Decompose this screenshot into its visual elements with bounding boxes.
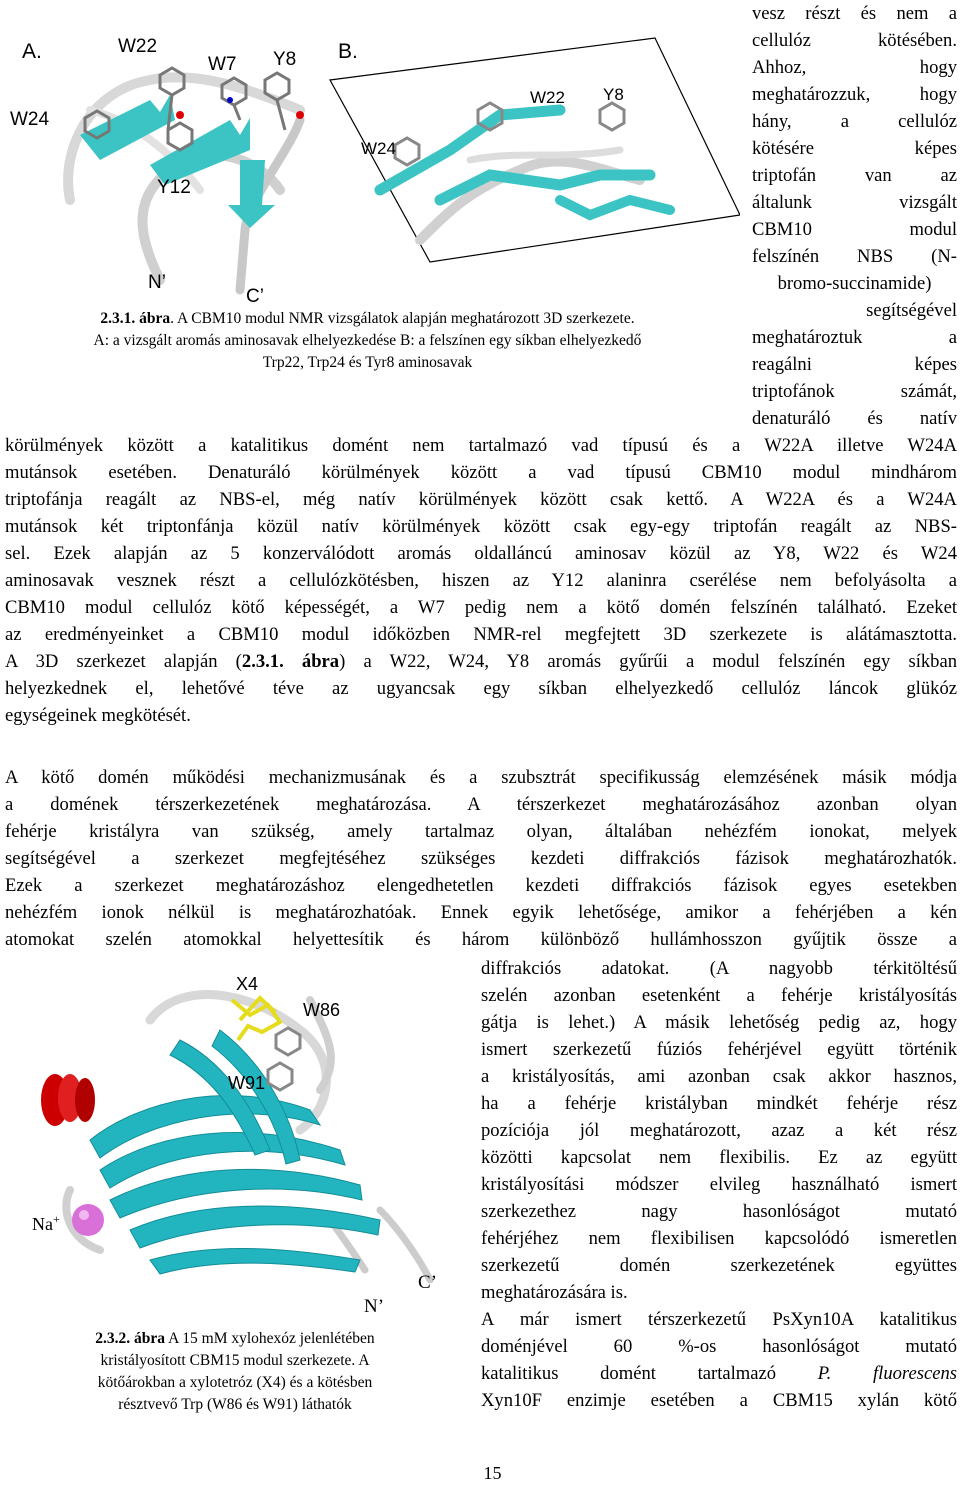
protein-structure-cbm10	[0, 0, 740, 330]
figure-2-3-2-caption: 2.3.2. ábra A 15 mM xylohexóz jelenlétében kristályosított CBM15 modul szerkezete. A kötőárokban a xylotetróz (X4) és a kötésben résztvevő Trp (W86 és W91) láthatók	[95, 1330, 375, 1413]
rc2-line: a kristályosítás, ami azonban csak akkor hasznos,	[481, 1066, 957, 1087]
p1-line: sel. Ezek alapján az 5 konzerválódott aromás oldalláncú aminosav közül az Y8, W22 és W24	[5, 543, 957, 564]
rc-line: CBM10 modul	[752, 219, 957, 240]
figure-reference: 2.3.1. ábra	[241, 651, 340, 672]
rc3-line: katalitikus domént tartalmazó P. fluorescens	[481, 1363, 957, 1384]
label-y12: Y12	[157, 177, 191, 198]
label-w7: W7	[208, 54, 237, 75]
rc2-line: szerkezethez nagy hasonlóságot mutató	[481, 1201, 957, 1222]
rc2-line: ismert szerkezetű fúziós fehérjével együtt történik	[481, 1039, 957, 1060]
label-c-terminus: C’	[246, 286, 264, 307]
label-n-terminus: N’	[148, 272, 166, 293]
label-w86: W86	[303, 1000, 341, 1020]
label-w24: W24	[10, 109, 50, 130]
rc-line: bromo-succinamide)	[777, 273, 932, 294]
right-column-text-2	[481, 955, 957, 1414]
label-b-w22: W22	[530, 88, 565, 107]
protein-structure-cbm15	[0, 960, 470, 1320]
rc-line: triptofán van az	[752, 165, 957, 186]
p1-line: mutánsok két triptonfánja közül natív körülmények között csak egy-egy triptofán reagált az NBS-	[5, 516, 957, 537]
rc-line: cellulóz kötésében.	[752, 30, 957, 51]
caption-number-2: 2.3.2. ábra	[95, 1330, 166, 1347]
label-c-terminus-2: C’	[418, 1272, 437, 1293]
figure-2-3-2	[0, 960, 470, 1420]
panel-b-label: B.	[338, 40, 358, 63]
rc2-line: ha a fehérje kristályban mindkét fehérje rész	[481, 1093, 957, 1114]
label-x4: X4	[236, 974, 259, 994]
label-w91: W91	[228, 1073, 266, 1093]
rc-line: általunk vizsgált	[752, 192, 957, 213]
label-w22: W22	[118, 36, 158, 57]
rc-line: reagálni képes	[752, 354, 957, 375]
paragraph-2	[5, 764, 957, 953]
p2-line: nehézfém ionok nélkül is meghatározhatóak. Ennek egyik lehetősége, amikor a fehérjében a kén	[5, 902, 957, 923]
p1-line: A 3D szerkezet alapján (2.3.1. ábra) a W22, W24, Y8 aromás gyűrűi a modul felszínén egy síkban	[5, 651, 958, 672]
panel-a-label: A.	[22, 40, 42, 63]
rc-line: segítségével	[866, 300, 957, 321]
caption-number: 2.3.1. ábra	[100, 310, 171, 327]
label-y8: Y8	[273, 49, 297, 70]
p1-line: az eredményeinket a CBM10 modul időközben NMR-rel megfejtett 3D szerkezete is alátámasztotta.	[5, 624, 957, 645]
p1-line: helyezkednek el, lehetővé téve az ugyancsak egy síkban elhelyezkedő cellulóz láncok glükóz	[5, 678, 957, 699]
rc-line: meghatároztuk a	[752, 327, 957, 348]
rc-line: hány, a cellulóz	[752, 111, 957, 132]
rc2-line: szelén azonban esetenként a fehérje kristályosítás	[481, 985, 957, 1006]
label-b-w24: W24	[361, 139, 396, 158]
p1-line: aminosavak vesznek részt a cellulózkötésben, hiszen az Y12 alaninra cserélése nem befolyásolta a	[5, 570, 957, 591]
rc2-line: meghatározására is.	[481, 1282, 628, 1303]
rc2-line: gátja is lehet.) A másik lehetőség pedig az, hogy	[481, 1012, 957, 1033]
rc2-line: kristályosítási módszer elvileg használható ismert	[481, 1174, 957, 1195]
p2-line: segítségével a szerkezet megfejtéséhez szükséges kezdeti diffrakciós fázisok meghatározhatók.	[5, 848, 957, 869]
p1-line: mutánsok esetében. Denaturáló körülmények között a vad típusú CBM10 modul mindhárom	[5, 462, 957, 483]
rc2-line: diffrakciós adatokat. (A nagyobb térkitöltésű	[481, 958, 957, 979]
rc3-line: A már ismert térszerkezetű PsXyn10A katalitikus	[481, 1309, 957, 1330]
page-number: 15	[483, 1463, 502, 1483]
p2-line: Ezek a szerkezet meghatározáshoz elengedhetetlen kezdeti diffrakciós fázisok egyes esetekben	[5, 875, 957, 896]
rc2-line: közötti kapcsolat nem flexibilis. Ez az együtt	[481, 1147, 957, 1168]
p1-line: CBM10 modul cellulóz kötő képességét, a W7 pedig nem a kötő domén felszínén található. Ezeket	[5, 597, 957, 618]
rc2-line: szerkezetű domén szerkezetének együttes	[481, 1255, 957, 1276]
rc2-line: pozíciója jól meghatározott, azaz a két rész	[481, 1120, 957, 1141]
p2-line: A kötő domén működési mechanizmusának és a szubsztrát specifikusság elemzésének másik módja	[5, 767, 957, 788]
rc-line: kötésére képes	[752, 138, 957, 159]
label-b-y8: Y8	[603, 85, 624, 104]
label-sodium-ion: Na+	[32, 1212, 60, 1234]
rc-line: triptofánok számát,	[752, 381, 957, 402]
p1-line: egységeinek megkötését.	[5, 705, 191, 726]
rc-line: felszínén NBS (N-	[752, 246, 957, 267]
right-column-text	[752, 0, 957, 432]
rc2-line: fehérjéhez nem flexibilisen kapcsolódó ismeretlen	[481, 1228, 957, 1249]
p2-line: fehérje kristályra van szükség, amely tartalmaz olyan, általában nehézfém ionokat, melyek	[5, 821, 957, 842]
p1-line: körülmények között a katalitikus domént nem tartalmazó vad típusú és a W22A illetve W24A	[5, 435, 957, 456]
p2-line: a domének térszerkezetének meghatározása. A térszerkezet meghatározásához azonban olyan	[5, 794, 957, 815]
rc-line: vesz részt és nem a	[752, 3, 957, 24]
paragraph-1	[5, 432, 957, 729]
figure-2-3-1	[0, 0, 740, 371]
p2-line: atomokat szelén atomokkal helyettesítik és három különböző hullámhosszon gyűjtik össze a	[5, 929, 957, 950]
rc3-line: doménjével 60 %-os hasonlóságot mutató	[481, 1336, 957, 1357]
rc-line: Ahhoz, hogy	[752, 57, 957, 78]
rc-line: meghatározzuk, hogy	[752, 84, 957, 105]
rc-line: denaturáló és natív	[752, 408, 957, 429]
p1-line: triptofánja reagált az NBS-el, még natív körülmények között csak kettő. A W22A és a W24A	[5, 489, 957, 510]
rc3-line: Xyn10F enzimje esetében a CBM15 xylán kötő	[481, 1390, 957, 1411]
label-n-terminus-2: N’	[364, 1296, 385, 1317]
figure-2-3-1-caption: 2.3.1. ábra. A CBM10 modul NMR vizsgálatok alapján meghatározott 3D szerkezete. A: a vizsgált aromás aminosavak elhelyezkedése B: a felszínen egy síkban elhelyezkedő Trp22, Trp24 és Tyr8 aminosavak	[93, 310, 642, 371]
